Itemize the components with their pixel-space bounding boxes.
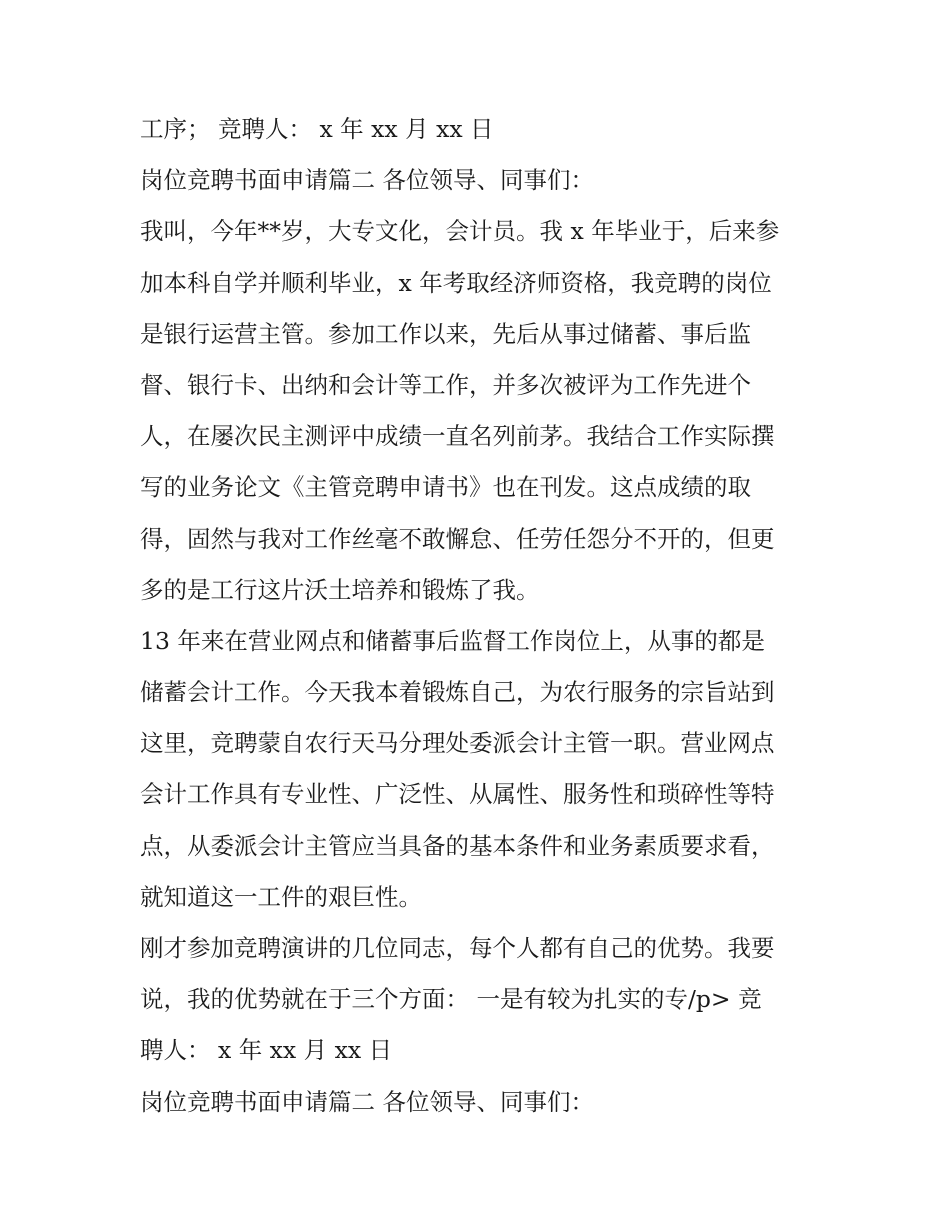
text-line: 点，从委派会计主管应当具备的基本条件和业务素质要求看，	[140, 831, 775, 860]
text-line: 刚才参加竞聘演讲的几位同志，每个人都有自己的优势。我要	[140, 934, 775, 962]
text-line: 是银行运营主管。参加工作以来，先后从事过储蓄、事后监	[140, 319, 751, 348]
text-line: 写的业务论文《主管竞聘申请书》也在刊发。这点成绩的取	[140, 473, 751, 502]
text-line: 储蓄会计工作。今天我本着锻炼自己，为农行服务的宗旨站到	[140, 678, 775, 707]
paragraph-advantages	[140, 923, 830, 1077]
text-line: 得，固然与我对工作丝毫不敢懈怠、任劳任怨分不开的，但更	[140, 524, 775, 553]
paragraph-heading-repeat	[140, 1077, 830, 1128]
paragraph-heading	[140, 155, 830, 206]
paragraph-introduction	[140, 206, 830, 616]
text-line: 岗位竞聘书面申请篇二 各位领导、同事们：	[140, 166, 594, 195]
text-line: 工序； 竞聘人： x 年 xx 月 xx 日	[140, 115, 494, 143]
document-body	[140, 104, 830, 1128]
text-line: 多的是工行这片沃土培养和锻炼了我。	[140, 575, 540, 604]
text-line: 人，在屡次民主测评中成绩一直名列前茅。我结合工作实际撰	[140, 422, 775, 451]
text-line: 说，我的优势就在于三个方面： 一是有较为扎实的专/p> 竞	[140, 985, 762, 1014]
text-line: 就知道这一工件的艰巨性。	[140, 882, 422, 911]
text-line: 加本科自学并顺利毕业，x 年考取经济师资格，我竞聘的岗位	[140, 268, 772, 297]
text-line: 13 年来在营业网点和储蓄事后监督工作岗位上，从事的都是	[140, 626, 765, 655]
text-line: 岗位竞聘书面申请篇二 各位领导、同事们：	[140, 1087, 594, 1116]
text-line: 会计工作具有专业性、广泛性、从属性、服务性和琐碎性等特	[140, 780, 775, 809]
text-line: 我叫，今年**岁，大专文化，会计员。我 x 年毕业于，后来参	[140, 217, 780, 246]
paragraph-experience	[140, 616, 830, 923]
text-line: 督、银行卡、出纳和会计等工作，并多次被评为工作先进个	[140, 370, 751, 399]
text-line: 聘人： x 年 xx 月 xx 日	[140, 1036, 393, 1065]
text-line: 这里，竞聘蒙自农行天马分理处委派会计主管一职。营业网点	[140, 729, 775, 758]
paragraph-signature-top	[140, 104, 830, 155]
